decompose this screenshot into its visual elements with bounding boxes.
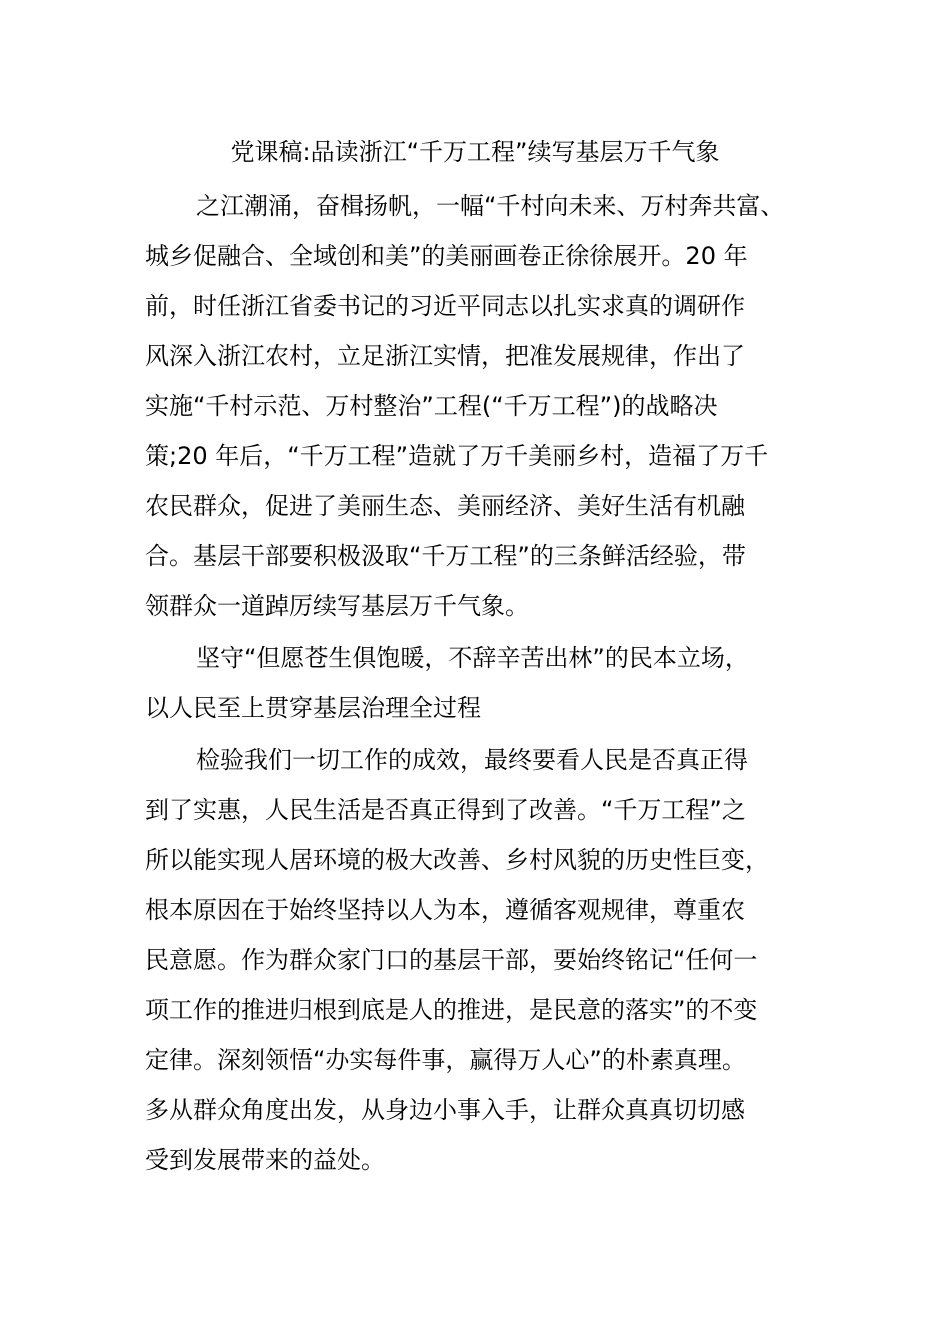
paragraph-line: 农民群众，促进了美丽生态、美丽经济、美好生活有机融 xyxy=(145,492,745,520)
paragraph-line: 领群众一道踔厉续写基层万千气象。 xyxy=(145,592,529,620)
paragraph-line: 实施“千村示范、万村整治”工程(“千万工程”)的战略决 xyxy=(145,392,718,420)
paragraph-line: 风深入浙江农村，立足浙江实情，把准发展规律，作出了 xyxy=(145,342,745,370)
paragraph-line: 策;20 年后，“千万工程”造就了万千美丽乡村，造福了万千 xyxy=(145,442,769,470)
paragraph-line: 城乡促融合、全域创和美”的美丽画卷正徐徐展开。20 年 xyxy=(145,242,748,270)
paragraph-line: 到了实惠，人民生活是否真正得到了改善。“千万工程”之 xyxy=(145,796,746,824)
paragraph-line: 根本原因在于始终坚持以人为本，遵循客观规律，尊重农 xyxy=(145,896,745,924)
paragraph-line: 定律。深刻领悟“办实每件事，赢得万人心”的朴素真理。 xyxy=(145,1046,746,1074)
paragraph-line: 项工作的推进归根到底是人的推进，是民意的落实”的不变 xyxy=(145,996,758,1024)
paragraph-line: 受到发展带来的益处。 xyxy=(145,1146,385,1174)
paragraph-line: 民意愿。作为群众家门口的基层干部，要始终铭记“任何一 xyxy=(145,946,758,974)
paragraph-line: 之江潮涌，奋楫扬帆，一幅“千村向未来、万村奔共富、 xyxy=(196,192,785,220)
section-heading-line: 坚守“但愿苍生俱饱暖，不辞辛苦出林”的民本立场， xyxy=(196,644,749,672)
paragraph-line: 前，时任浙江省委书记的习近平同志以扎实求真的调研作 xyxy=(145,292,745,320)
section-heading-line: 以人民至上贯穿基层治理全过程 xyxy=(145,694,481,722)
paragraph-line: 合。基层干部要积极汲取“千万工程”的三条鲜活经验，带 xyxy=(145,542,746,570)
paragraph-line: 检验我们一切工作的成效，最终要看人民是否真正得 xyxy=(196,746,748,774)
paragraph-line: 所以能实现人居环境的极大改善、乡村风貌的历史性巨变， xyxy=(145,846,769,874)
paragraph-line: 多从群众角度出发，从身边小事入手，让群众真真切切感 xyxy=(145,1096,745,1124)
document-title: 党课稿:品读浙江“千万工程”续写基层万千气象 xyxy=(230,138,720,166)
